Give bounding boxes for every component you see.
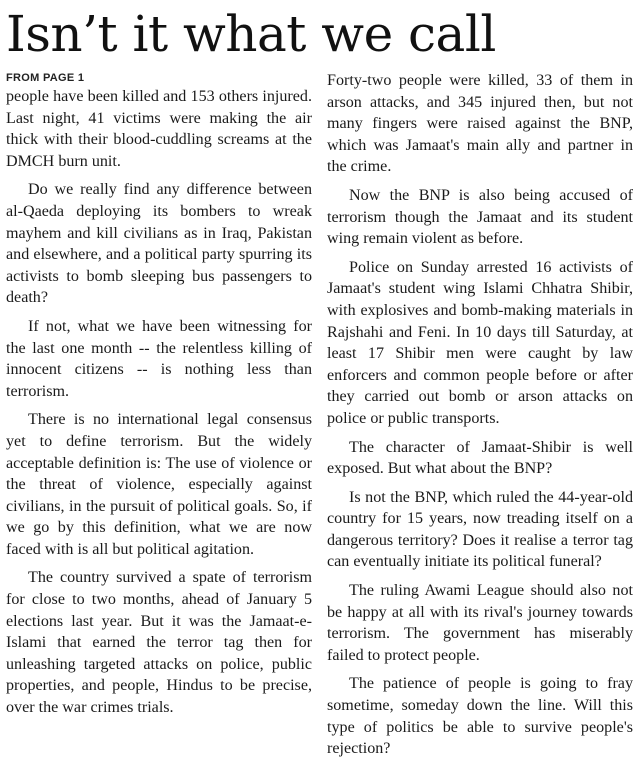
paragraph: The ruling Awami League should also not be happy at all with its rival's journey towards terrorism. The government has miserably failed to protect people.	[327, 582, 633, 664]
left-column	[6, 70, 312, 719]
paragraph: Now the BNP is also being accused of terrorism though the Jamaat and its student wing remain violent as before.	[327, 186, 633, 248]
headline: Isn’t it what we call	[6, 5, 496, 63]
paragraph: The patience of people is going to fray sometime, someday down the line. Will this type of politics be able to survive people's rejection?	[327, 675, 633, 758]
paragraph: If not, what we have been witnessing for the last one month -- the relentless killing of innocent citizens -- is nothing less than terrorism.	[6, 317, 312, 400]
paragraph: There is no international legal consensus yet to define terrorism. But the widely acceptable definition is: The use of violence or the threat of violence, especially against civilians, in the pursuit of political goals. So, if we go by this definition, what we are now faced with is all but political agitation.	[6, 411, 312, 558]
right-column	[327, 70, 633, 760]
dateline: FROM PAGE 1	[6, 72, 85, 84]
paragraph: Is not the BNP, which ruled the 44-year-old country for 15 years, now treading itself on a dangerous territory? Does it realise a terror tag can eventually initiate its political funeral?	[327, 488, 633, 571]
paragraph: The country survived a spate of terrorism for close to two months, ahead of January 5 elections last year. But it was the Jamaat-e-Islami that earned the terror tag then for unleashing targeted attacks on police, public properties, and people, Hindus to be precise, over the war crimes trials.	[6, 569, 312, 717]
paragraph: Do we really find any difference between al-Qaeda deploying its bombers to wreak mayhem and kill civilians as in Iraq, Pakistan and elsewhere, and a political party spurring its activists to bomb sleeping bus passengers to death?	[6, 181, 312, 307]
paragraph: people have been killed and 153 others injured. Last night, 41 victims were making the air thick with their blood-cuddling screams at the DMCH burn unit.	[6, 88, 312, 170]
paragraph: Police on Sunday arrested 16 activists of Jamaat's student wing Islami Chhatra Shibir, with explosives and bomb-making materials in Rajshahi and Feni. In 10 days till Saturday, at least 17 Shibir men were caught by law enforcers and common people before or after they carried out bomb or arson attacks on police or public transports.	[327, 258, 633, 427]
paragraph: Forty-two people were killed, 33 of them in arson attacks, and 345 injured then, but not many fingers were raised against the BNP, which was Jamaat's main ally and partner in the crime.	[327, 72, 633, 176]
paragraph: The character of Jamaat-Shibir is well exposed. But what about the BNP?	[327, 438, 633, 478]
